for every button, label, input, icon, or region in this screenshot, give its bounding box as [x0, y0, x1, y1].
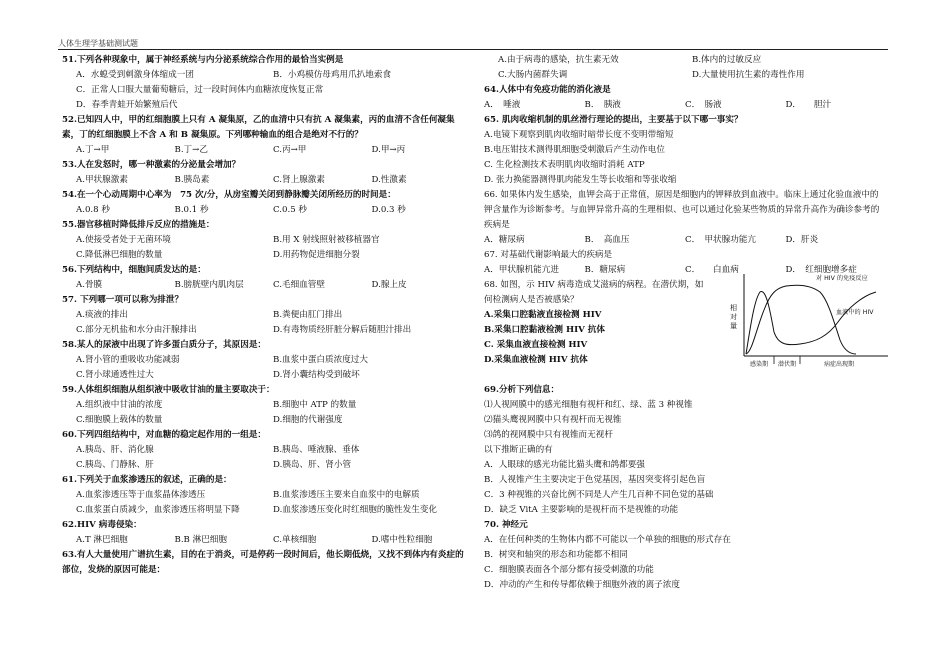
q61-option-c[interactable]: C.血浆蛋白质减少，血浆渗透压将明显下降: [76, 505, 240, 515]
q65-option-a[interactable]: A.电镜下观察到肌肉收缩时暗带长度不变明带缩短: [484, 130, 674, 140]
q58-option-d[interactable]: D.肾小囊结构受到破坏: [273, 370, 360, 380]
q68-block: [484, 275, 886, 383]
q61-options-row1: [62, 488, 470, 503]
q51-options-row1: [62, 68, 470, 83]
q52-stem: 52.已知四人中，甲的红细胞膜上只有 A 凝集原，乙的血清中只有抗 A 凝集素，丙的血清不含任何凝集素，丁的红细胞膜上不含 A 和 B 凝集原。下列哪种输血的组合是绝对不行的？: [62, 115, 455, 140]
q69-stem: 69.分析下列信息：: [484, 385, 560, 395]
q61-option-d[interactable]: D.血浆渗透压变化时红细胞的脆性发生变化: [273, 505, 438, 515]
q67-stem: 67. 对基础代谢影响最大的疾病是: [484, 250, 613, 260]
graph-curve1-label: 对 HIV 的免疫反应: [816, 275, 868, 282]
q56-options: [62, 278, 470, 293]
header-rule: [58, 49, 888, 50]
blood-hiv-curve: [746, 292, 876, 354]
page-header: 人体生理学基础测试题: [58, 39, 138, 48]
q62-option-b[interactable]: B.B 淋巴细胞: [174, 535, 227, 545]
graph-curve2-label: 血液中的 HIV: [836, 309, 874, 316]
q56-option-b[interactable]: B.膀胱壁内肌肉层: [174, 280, 244, 290]
q68-option-a[interactable]: A.采集口腔黏液直接检测 HIV: [484, 310, 602, 320]
q65-option-d[interactable]: D. 张力换能器测得肌肉能发生等长收缩和等张收缩: [484, 175, 677, 185]
q65-option-c[interactable]: C. 生化检测技术表明肌肉收缩时消耗 ATP: [484, 160, 645, 170]
q53-option-c[interactable]: C.肾上腺激素: [273, 175, 325, 185]
q54-options: [62, 203, 470, 218]
q55-option-a[interactable]: A.使接受者处于无菌环境: [76, 235, 171, 245]
graph-ylabel-2: 对: [730, 313, 737, 321]
q57-stem: 57. 下列哪一项可以称为排泄？: [62, 295, 184, 305]
q67-option-c[interactable]: C． 白血病: [685, 265, 739, 275]
q63-stem: 63.有人大量使用广谱抗生素，目的在于消炎，可是停药一段时间后，他长期低烧，又找不到体内有炎症的部位，发烧的原因可能是：: [62, 550, 464, 575]
q52-option-d[interactable]: D.甲→丙: [371, 145, 406, 155]
q59-option-c[interactable]: C.细胞膜上载体的数量: [76, 415, 163, 425]
q61-stem: 61.下列关于血浆渗透压的叙述，正确的是：: [62, 475, 232, 485]
q69-option-b[interactable]: B．人视锥产生主要决定于色觉基因，基因突变将引起色盲: [484, 475, 706, 485]
q58-option-c[interactable]: C.肾小球通透性过大: [76, 370, 154, 380]
q55-option-b[interactable]: B.用 X 射线照射被移植器官: [273, 235, 380, 245]
q67-option-b[interactable]: B．糖尿病: [584, 265, 626, 275]
q68-option-d[interactable]: D.采集血液检测 HIV 抗体: [484, 355, 588, 365]
q62-option-a[interactable]: A.T 淋巴细胞: [76, 535, 128, 545]
hiv-course-graph: [716, 270, 891, 370]
q53-option-b[interactable]: B.胰岛素: [174, 175, 210, 185]
q59-option-b[interactable]: B.细胞中 ATP 的数量: [273, 400, 357, 410]
q70-option-c[interactable]: C．细胞膜表面各个部分都有接受刺激的功能: [484, 565, 654, 575]
q62-stem: 62.HIV 病毒侵染：: [62, 520, 142, 530]
q66-option-c[interactable]: C． 甲状腺功能亢: [685, 235, 757, 245]
q57-option-c[interactable]: C.部分无机盐和水分由汗腺排出: [76, 325, 197, 335]
q67-option-d[interactable]: D． 红细胞增多症: [785, 265, 857, 275]
q51-option-a[interactable]: A．水螅受到刺激身体缩成一团: [76, 70, 194, 80]
q52-option-a[interactable]: A.丁→甲: [76, 145, 110, 155]
q63-option-d[interactable]: D.大量使用抗生素的毒性作用: [692, 70, 805, 80]
q68-stem: 68. 如图，示 HIV 病毒造成艾滋病的病程。在潜伏期，如何检测病人是否被感染？: [484, 280, 704, 305]
q54-option-d[interactable]: D.0.3 秒: [371, 205, 406, 215]
q59-option-a[interactable]: A.组织液中甘油的浓度: [76, 400, 163, 410]
q59-options-row1: [62, 398, 470, 413]
q67-option-a[interactable]: A．甲状腺机能亢进: [484, 265, 559, 275]
q60-stem: 60.下列四组结构中，对血糖的稳定起作用的一组是：: [62, 430, 267, 440]
q54-option-b[interactable]: B.0.1 秒: [174, 205, 209, 215]
q54-option-a[interactable]: A.0.8 秒: [76, 205, 110, 215]
q55-stem: 55.器官移植时降低排斥反应的措施是：: [62, 220, 215, 230]
q56-option-a[interactable]: A.骨膜: [76, 280, 103, 290]
q70-stem: 70. 神经元: [484, 520, 528, 530]
q60-option-a[interactable]: A.胰岛、肝、消化腺: [76, 445, 154, 455]
q68-option-c[interactable]: C. 采集血液直接检测 HIV: [484, 340, 588, 350]
left-column: [62, 53, 470, 578]
q69-info-3: ⑶鸽的视网膜中只有视锥而无视杆: [484, 430, 613, 440]
q56-option-c[interactable]: C.毛细血管壁: [273, 280, 325, 290]
q64-option-d[interactable]: D． 胆汁: [785, 100, 832, 110]
q52-option-b[interactable]: B.丁→乙: [174, 145, 208, 155]
q56-option-d[interactable]: D.腺上皮: [371, 280, 407, 290]
q59-options-row2: [62, 413, 470, 428]
q54-stem: 54.在一个心动周期中心率为 75 次/分，从房室瓣关闭到静脉瓣关闭所经历的时间是：: [62, 190, 396, 200]
q57-option-d[interactable]: D.有毒物质经肝脏分解后随胆汁排出: [273, 325, 412, 335]
q63-options-row1: [484, 53, 886, 68]
q59-stem: 59.人体组织细胞从组织液中吸收甘油的量主要取决于：: [62, 385, 275, 395]
q63-options-row2: [484, 68, 886, 83]
q53-option-a[interactable]: A.甲状腺激素: [76, 175, 128, 185]
graph-stage3-label: 病症出现期: [824, 361, 855, 368]
q60-option-b[interactable]: B.胰岛、唾液腺、垂体: [273, 445, 360, 455]
q60-option-d[interactable]: D.胰岛、肝、肾小管: [273, 460, 352, 470]
q69-option-c[interactable]: C．3 种视锥的兴奋比例不同是人产生几百种不同色觉的基础: [484, 490, 714, 500]
q51-option-c[interactable]: C．正常人口服大量葡萄糖后，过一段时间体内血糖浓度恢复正常: [76, 85, 324, 95]
q64-options: [484, 98, 886, 113]
q60-options-row2: [62, 458, 470, 473]
q69-info-2: ⑵猫头鹰视网膜中只有视杆而无视锥: [484, 415, 622, 425]
q51-option-b[interactable]: B．小鸡模仿母鸡用爪扒地索食: [273, 70, 392, 80]
q55-options-row2: [62, 248, 470, 263]
q63-option-b[interactable]: B.体内的过敏反应: [692, 55, 762, 65]
q53-option-d[interactable]: D.性激素: [371, 175, 407, 185]
q57-options-row1: [62, 308, 470, 323]
q52-options: [62, 143, 470, 158]
q69-option-d[interactable]: D．缺乏 VitA 主要影响的是视杆而不是视锥的功能: [484, 505, 679, 515]
graph-ylabel-3: 量: [730, 322, 737, 330]
q58-option-b[interactable]: B.血浆中蛋白质浓度过大: [273, 355, 368, 365]
q62-option-d[interactable]: D.嗜中性粒细胞: [371, 535, 433, 545]
q57-option-b[interactable]: B.粪便由肛门排出: [273, 310, 343, 320]
q64-option-b[interactable]: B． 胰液: [584, 100, 621, 110]
q54-option-c[interactable]: C.0.5 秒: [273, 205, 307, 215]
q68-option-b[interactable]: B.采集口腔黏液检测 HIV 抗体: [484, 325, 605, 335]
q70-option-d[interactable]: D．冲动的产生和传导都依赖于细胞外液的离子浓度: [484, 580, 680, 590]
q58-options-row1: [62, 353, 470, 368]
q51-option-d[interactable]: D．春季青蛙开始繁殖后代: [76, 100, 178, 110]
q63-option-c[interactable]: C.大肠内菌群失调: [498, 70, 568, 80]
q56-stem: 56.下列结构中，细胞间质发达的是：: [62, 265, 206, 275]
q63-option-a[interactable]: A.由于病毒的感染，抗生素无效: [498, 55, 619, 65]
q64-option-a[interactable]: A． 唾液: [484, 100, 521, 110]
q53-options: [62, 173, 470, 188]
q60-option-c[interactable]: C.胰岛、门静脉、肝: [76, 460, 154, 470]
q65-stem: 65. 肌肉收缩机制的肌丝滑行理论的提出，主要基于以下哪一事实？: [484, 115, 743, 125]
q66-option-d[interactable]: D．肝炎: [785, 235, 819, 245]
q59-option-d[interactable]: D.细胞的代谢强度: [273, 415, 343, 425]
q51-stem: 51.下列各种现象中，属于神经系统与内分泌系统综合作用的最恰当实例是: [62, 55, 344, 65]
graph-stage1-label: 感染期: [750, 361, 769, 368]
q66-stem: 66. 如果体内发生感染，血钾会高于正常值，原因是细胞内的钾释放到血液中。临床上通过化验血液中的钾含量作为诊断参考。与血钾异常升高的生理相似、也可以通过化验某些物质的异常升高作为确诊参考的疾病是: [484, 190, 880, 230]
q52-option-c[interactable]: C.丙→甲: [273, 145, 307, 155]
q61-options-row2: [62, 503, 470, 518]
q55-option-d[interactable]: D.用药物促进细胞分裂: [273, 250, 360, 260]
q53-stem: 53.人在发怒时，哪一种激素的分泌量会增加？: [62, 160, 241, 170]
q55-options-row1: [62, 233, 470, 248]
q66-options: [484, 233, 886, 248]
q62-option-c[interactable]: C.单核细胞: [273, 535, 317, 545]
q70-option-a[interactable]: A．在任何种类的生物体内都不可能以一个单独的细胞的形式存在: [484, 535, 731, 545]
q64-option-c[interactable]: C． 肠液: [685, 100, 722, 110]
q66-option-a[interactable]: A．糖尿病: [484, 235, 525, 245]
q65-option-b[interactable]: B.电压钳技术测得肌细胞受刺激后产生动作电位: [484, 145, 665, 155]
q64-stem: 64.人体中有免疫功能的消化液是: [484, 85, 611, 95]
q70-option-b[interactable]: B．树突和轴突的形态和功能都不相同: [484, 550, 628, 560]
q55-option-c[interactable]: C.降低淋巴细胞的数量: [76, 250, 163, 260]
q61-option-a[interactable]: A.血浆渗透压等于血浆晶体渗透压: [76, 490, 206, 500]
q58-options-row2: [62, 368, 470, 383]
q69-info-1: ⑴人视网膜中的感光细胞有视杆和红、绿、蓝 3 种视锥: [484, 400, 693, 410]
q69-option-a[interactable]: A．人眼球的感光功能比猫头鹰和鸽都要强: [484, 460, 645, 470]
q57-options-row2: [62, 323, 470, 338]
q60-options-row1: [62, 443, 470, 458]
q58-stem: 58.某人的尿液中出现了许多蛋白质分子，其原因是：: [62, 340, 267, 350]
q61-option-b[interactable]: B.血浆渗透压主要来自血浆中的电解质: [273, 490, 420, 500]
q57-option-a[interactable]: A.痰液的排出: [76, 310, 128, 320]
q66-option-b[interactable]: B． 高血压: [584, 235, 630, 245]
q58-option-a[interactable]: A.肾小管的重吸收功能减弱: [76, 355, 180, 365]
graph-ylabel-1: 相: [730, 304, 737, 312]
graph-stage2-label: 潜伏期: [778, 361, 797, 368]
q62-options: [62, 533, 470, 548]
q69-lead: 以下推断正确的有: [484, 445, 553, 455]
right-column: [484, 53, 886, 593]
